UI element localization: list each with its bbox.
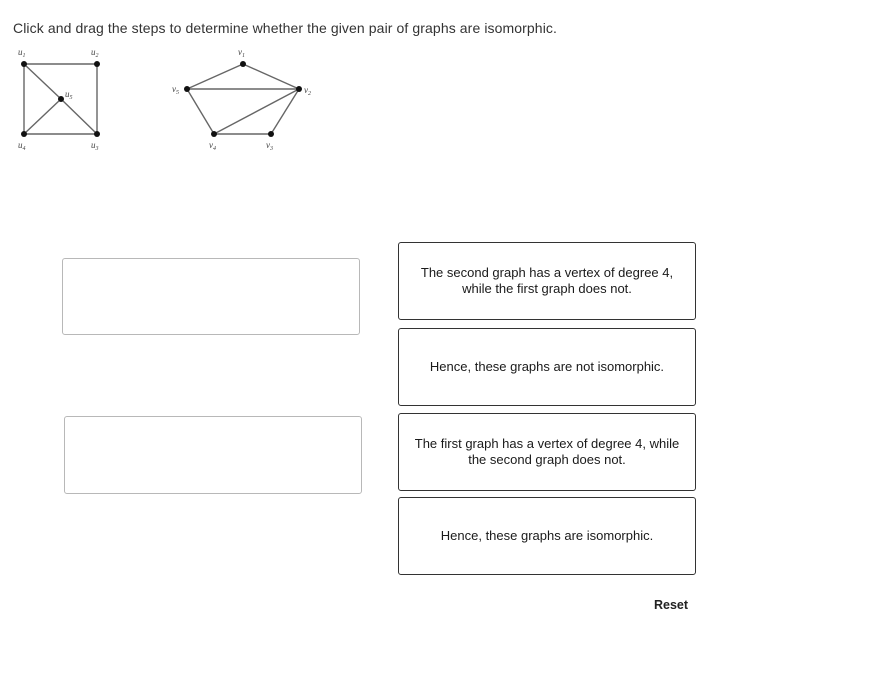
step-card-text: The second graph has a vertex of degree 4, while the first graph does not. [420, 265, 674, 296]
vertex-v2 [296, 86, 302, 92]
edge-u5-u4 [24, 99, 61, 134]
vertex-v1 [240, 61, 246, 67]
label-v1: $v_1$ [238, 47, 245, 59]
label-v5: $v_5$ [172, 84, 179, 96]
graph-2 [172, 47, 311, 152]
label-v2: $v_2$ [304, 85, 311, 97]
graph-1 [18, 47, 100, 152]
step-card-isomorphic[interactable] [398, 497, 696, 575]
label-u1: $u_1$ [18, 47, 26, 59]
vertex-u4 [21, 131, 27, 137]
vertex-v4 [211, 131, 217, 137]
step-card-second-graph-degree-4[interactable] [398, 242, 696, 320]
vertex-u5 [58, 96, 64, 102]
vertex-v5 [184, 86, 190, 92]
step-card-first-graph-degree-4[interactable] [398, 413, 696, 491]
step-card-text: Hence, these graphs are not isomorphic. [429, 359, 665, 374]
edge-v4-v5 [187, 89, 214, 134]
label-v4: $v_4$ [209, 140, 216, 152]
step-card-text: The first graph has a vertex of degree 4, while the second graph does not. [414, 436, 680, 467]
drop-zone-2[interactable] [64, 416, 362, 494]
edge-u1-u5 [24, 64, 61, 99]
vertex-u2 [94, 61, 100, 67]
step-card-text: Hence, these graphs are isomorphic. [440, 528, 654, 543]
vertex-u3 [94, 131, 100, 137]
drop-zone-1[interactable] [62, 258, 360, 335]
edge-v4-v2 [214, 89, 299, 134]
edge-v1-v5 [187, 64, 243, 89]
edge-v1-v2 [243, 64, 299, 89]
label-u4: $u_4$ [18, 140, 26, 152]
step-card-not-isomorphic[interactable] [398, 328, 696, 406]
label-u3: $u_3$ [91, 140, 99, 152]
reset-button[interactable]: Reset [648, 596, 694, 614]
vertex-v3 [268, 131, 274, 137]
label-u2: $u_2$ [91, 47, 99, 59]
instruction-text: Click and drag the steps to determine whether the given pair of graphs are isomorphic. [13, 20, 557, 36]
edge-u5-u3 [61, 99, 97, 134]
vertex-u1 [21, 61, 27, 67]
graph-figures [0, 0, 330, 160]
label-u5: $u_5$ [65, 89, 73, 101]
label-v3: $v_3$ [266, 140, 273, 152]
